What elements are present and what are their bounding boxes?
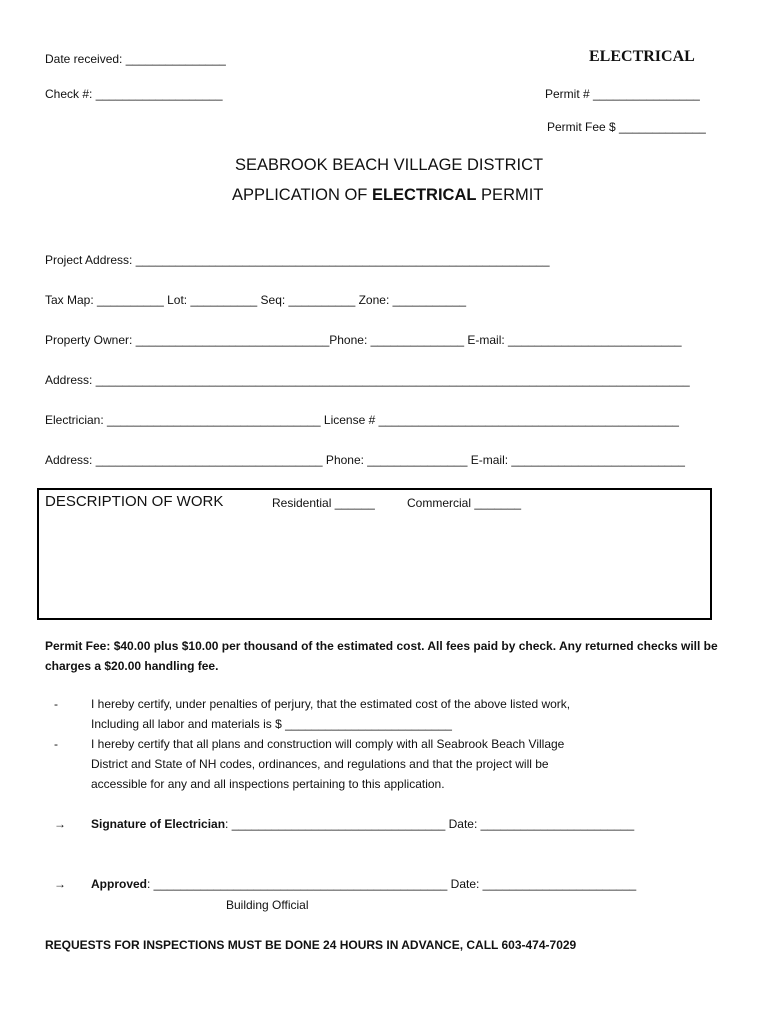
certify-cost-line2[interactable]: Including all labor and materials is $ _________________________ [91,717,452,731]
district-title: SEABROOK BEACH VILLAGE DISTRICT [235,156,544,174]
arrow-right-icon: → [54,877,66,891]
approval-row[interactable] [91,877,636,891]
signature-row[interactable] [91,817,634,831]
building-official-caption: Building Official [226,898,309,912]
bullet-dash: - [54,697,58,711]
form-type-label: ELECTRICAL [589,48,695,65]
signature-label: Signature of Electrician [91,817,226,831]
bullet-dash: - [54,737,58,751]
approval-line[interactable]: : ____________________________________________ Date: _______________________ [147,877,637,891]
certify-cost-line1: I hereby certify, under penalties of perjury, that the estimated cost of the above listed work, [91,697,571,711]
arrow-right-icon: → [54,817,66,831]
certify-codes-line1: I hereby certify that all plans and construction will comply with all Seabrook Beach Village [91,737,565,751]
application-title-prefix: APPLICATION OF [232,186,372,204]
project-address-field[interactable]: Project Address: ______________________________________________________________ [45,253,550,267]
permit-fee-field[interactable]: Permit Fee $ _____________ [547,120,706,134]
permit-number-field[interactable]: Permit # ________________ [545,87,700,101]
check-number-field[interactable]: Check #: ___________________ [45,87,223,101]
certify-codes-line3: accessible for any and all inspections pertaining to this application. [91,777,445,791]
electrician-address-field[interactable]: Address: __________________________________ Phone: _______________ E-mail: __________________________ [45,453,685,467]
application-title-suffix: PERMIT [476,186,544,204]
owner-address-field[interactable]: Address: _________________________________________________________________________________________ [45,373,690,387]
permit-fee-note: Permit Fee: $40.00 plus $10.00 per thousand of the estimated cost. All fees paid by check. Any returned checks will be charges a $20.00 handling fee. [45,639,718,673]
signature-line[interactable]: : ________________________________ Date: _______________________ [225,817,635,831]
inspection-request-note: REQUESTS FOR INSPECTIONS MUST BE DONE 24 HOURS IN ADVANCE, CALL 603-474-7029 [45,938,577,952]
commercial-option[interactable]: Commercial _______ [407,496,522,510]
application-title-type: ELECTRICAL [371,186,477,204]
certify-codes-line2: District and State of NH codes, ordinances, and regulations and that the project will be [91,757,549,771]
electrician-field[interactable]: Electrician: ________________________________ License # _____________________________________________ [45,413,679,427]
application-title [232,186,543,205]
residential-option[interactable]: Residential ______ [272,496,375,510]
approved-label: Approved [91,877,148,891]
description-heading: DESCRIPTION OF WORK [45,493,224,510]
property-owner-field[interactable]: Property Owner: _____________________________Phone: ______________ E-mail: __________________________ [45,333,682,347]
date-received-field[interactable]: Date received: _______________ [45,52,226,66]
tax-map-field[interactable]: Tax Map: __________ Lot: __________ Seq: __________ Zone: ___________ [45,293,467,307]
